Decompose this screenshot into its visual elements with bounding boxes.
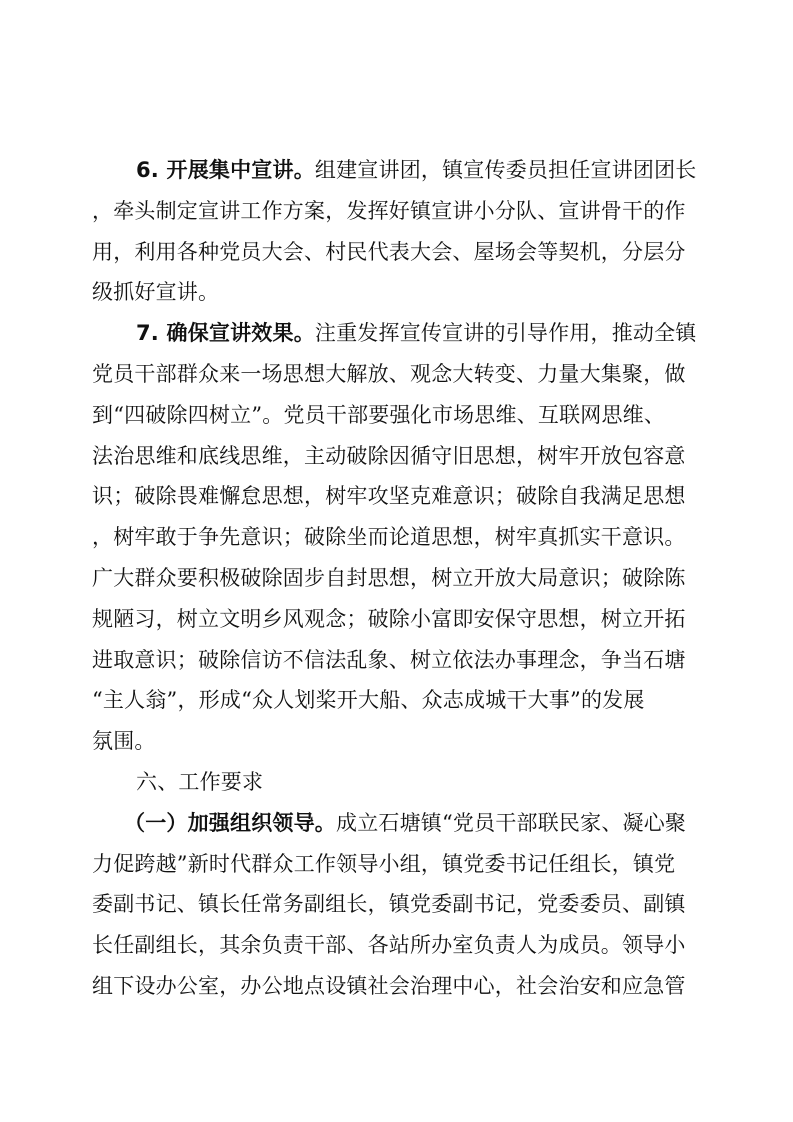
paragraph-7-line-4: 法治思维和底线思维，主动破除因循守旧思想，树牢开放包容意 — [92, 443, 686, 468]
subsection-1-line-3: 委副书记、镇长任常务副组长，镇党委副书记，党委委员、副镇 — [92, 892, 686, 917]
paragraph-7-line-9: 进取意识；破除信访不信法乱象、树立依法办事理念，争当石塘 — [92, 647, 686, 672]
paragraph-7-line-3: 到“四破除四树立”。党员干部要强化市场思维、互联网思维、 — [92, 402, 666, 427]
item-6-heading: 6. 开展集中宣讲。 — [136, 158, 315, 182]
subsection-1-text: 成立石塘镇“党员干部联民家、凝心聚 — [336, 810, 687, 835]
paragraph-7-line-2: 党员干部群众来一场思想大解放、观念大转变、力量大集聚，做 — [92, 361, 686, 386]
paragraph-6-line-3: 用，利用各种党员大会、村民代表大会、屋场会等契机，分层分 — [92, 239, 686, 264]
subsection-1-line-4: 长任副组长，其余负责干部、各站所办室负责人为成员。领导小 — [92, 933, 686, 958]
paragraph-7-line-1 — [92, 313, 705, 354]
paragraph-7-line-7: 广大群众要积极破除固步自封思想，树立开放大局意识；破除陈 — [92, 565, 686, 590]
item-6-text: 组建宣讲团，镇宣传委员担任宣讲团团长 — [314, 158, 697, 182]
paragraph-6-line-1 — [92, 150, 705, 191]
subsection-1-heading: （一）加强组织领导。 — [124, 810, 336, 835]
paragraph-7-line-8: 规陋习，树立文明乡风观念；破除小富即安保守思想，树立开拓 — [92, 606, 686, 631]
subsection-1-line-1 — [92, 803, 705, 844]
paragraph-6-line-4: 级抓好宣讲。 — [92, 280, 220, 305]
paragraph-7-line-11: 氛围。 — [92, 729, 156, 754]
paragraph-7-line-6: ，树牢敢于争先意识；破除坐而论道思想，树牢真抓实干意识。 — [92, 525, 686, 550]
paragraph-7-line-5: 识；破除畏难懈怠思想，树牢攻坚克难意识；破除自我满足思想 — [92, 484, 686, 509]
item-7-text: 注重发挥宣传宣讲的引导作用，推动全镇 — [314, 321, 697, 346]
section-heading-work-requirements: 六、工作要求 — [136, 769, 264, 794]
subsection-1-line-5: 组下设办公室，办公地点设镇社会治理中心，社会治安和应急管 — [92, 973, 686, 998]
paragraph-7-line-10: “主人翁”，形成“众人划桨开大船、众志成城干大事”的发展 — [92, 688, 645, 713]
item-7-heading: 7. 确保宣讲效果。 — [136, 321, 315, 346]
subsection-1-line-2: 力促跨越”新时代群众工作领导小组，镇党委书记任组长，镇党 — [92, 851, 676, 876]
paragraph-6-line-2: ，牵头制定宣讲工作方案，发挥好镇宣讲小分队、宣讲骨干的作 — [92, 198, 686, 223]
